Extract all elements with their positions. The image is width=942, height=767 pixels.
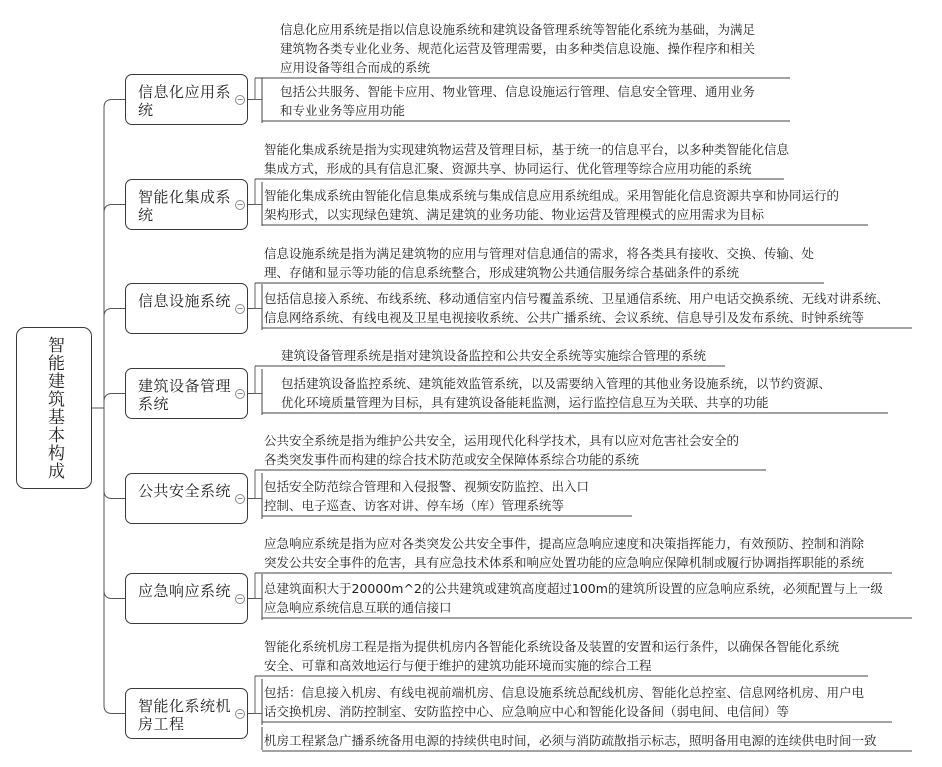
branch-connector (104, 100, 125, 108)
detail-text-line: 应急响应系统信息互联的通信接口 (264, 600, 452, 615)
category-node[interactable] (125, 473, 248, 524)
detail-text-line: 智能化系统机房工程是指为提供机房内各智能化系统设备及装置的安置和运行条件，以确保各智能化系统 (264, 639, 840, 654)
detail-node[interactable] (264, 431, 739, 469)
category-node[interactable] (125, 283, 248, 334)
collapse-toggle-icon[interactable]: − (236, 303, 244, 313)
detail-node[interactable] (264, 534, 864, 572)
category-node[interactable] (125, 74, 248, 125)
branch-connector (104, 706, 125, 714)
bracket-line (255, 366, 262, 394)
detail-text-line: 安全、可靠和高效地运行与便于维护的建筑功能环境而实施的综合工程 (264, 658, 652, 673)
detail-text-line: 包括安全防范综合管理和入侵报警、视频安防监控、出入口 (264, 479, 590, 494)
detail-text-line: 理、存储和显示等功能的信息系统整合，形成建筑物公共通信服务综合基础条件的系统 (264, 265, 740, 280)
detail-text-line: 机房工程紧急广播系统备用电源的持续供电时间，必须与消防疏散指示标志，照明备用电源的连续供电时间一致 (264, 733, 877, 748)
bracket-line (255, 676, 262, 714)
detail-text-line: 建筑设备管理系统是指对建筑设备监控和公共安全系统等实施综合管理的系统 (281, 348, 707, 363)
branch-connector (104, 205, 125, 213)
detail-node[interactable] (264, 477, 589, 515)
detail-node[interactable] (264, 731, 877, 750)
detail-text-line: 总建筑面积大于20000m^2的公共建筑或建筑高度超过100m的建筑所设置的应急响应系统，必须配置与上一级 (264, 581, 883, 596)
branch-connector (104, 591, 125, 599)
bracket-line (255, 573, 262, 599)
detail-text-line: 各类突发事件而构建的综合技术防范或安全保障体系综合功能的系统 (264, 452, 640, 467)
category-node[interactable] (125, 368, 248, 419)
branch-connector (104, 309, 125, 317)
bracket-line (255, 283, 262, 309)
detail-text-line: 应急响应系统是指为应对各类突发公共安全事件，提高应急响应速度和决策指挥能力，有效预防、控制和消除 (264, 536, 865, 551)
category-label: 建筑设备管理系统 (138, 377, 232, 413)
detail-node[interactable] (264, 637, 839, 675)
branch-connector (104, 491, 125, 499)
detail-text-line: 包括信息接入系统、布线系统、移动通信室内信号覆盖系统、卫星通信系统、用户电话交换系统、无线对讲系统、 (264, 291, 890, 306)
detail-node[interactable] (264, 140, 789, 178)
detail-text-line: 信息化应用系统是指以信息设施系统和建筑设备管理系统等智能化系统为基础，为满足 (280, 22, 756, 37)
collapse-toggle-icon[interactable]: − (236, 94, 244, 104)
category-label: 信息设施系统 (138, 292, 232, 310)
detail-node[interactable] (264, 683, 864, 721)
collapse-toggle-icon[interactable]: − (236, 593, 244, 603)
detail-text-line: 信息设施系统是指为满足建筑物的应用与管理对信息通信的需求，将各类具有接收、交换、传输、处 (264, 246, 815, 261)
root-title: 智能建筑基本构成 (44, 336, 64, 480)
root-node[interactable] (16, 327, 92, 489)
bracket-line (255, 470, 262, 499)
category-label: 智能化系统机房工程 (138, 697, 232, 733)
detail-text-line: 应用设备等组合而成的系统 (280, 60, 431, 75)
detail-node[interactable] (281, 346, 706, 365)
detail-node[interactable] (280, 20, 755, 77)
collapse-toggle-icon[interactable]: − (236, 493, 244, 503)
detail-text-line: 优化环境质量管理为目标，具有建筑设备能耗监测，运行监控信息互为关联、共享的功能 (281, 395, 769, 410)
collapse-toggle-icon[interactable]: − (236, 708, 244, 718)
detail-text-line: 包括公共服务、智能卡应用、物业管理、信息设施运行管理、信息安全管理、通用业务 (280, 84, 756, 99)
detail-node[interactable] (264, 289, 889, 327)
detail-node[interactable] (264, 579, 883, 617)
category-label: 智能化集成系统 (138, 188, 232, 224)
detail-text-line: 智能化集成系统是指为实现建筑物运营及管理目标，基于统一的信息平台，以多种类智能化信息 (264, 142, 790, 157)
category-node[interactable] (125, 573, 248, 624)
detail-text-line: 公共安全系统是指为维护公共安全，运用现代化科学技术，具有以应对危害社会安全的 (264, 433, 740, 448)
detail-text-line: 话交换机房、消防控制室、安防监控中心、应急响应中心和智能化设备间（弱电间、电信间）等 (264, 704, 790, 719)
detail-text-line: 智能化集成系统由智能化信息集成系统与集成信息应用系统组成。采用智能化信息资源共享和协同运行的 (264, 188, 840, 203)
category-label: 信息化应用系统 (138, 83, 232, 119)
detail-node[interactable] (264, 186, 839, 224)
detail-text-line: 建筑物各类专业化业务、规范化运营及管理需要，由多种类信息设施、操作程序和相关 (280, 41, 756, 56)
detail-node[interactable] (264, 244, 814, 282)
detail-node[interactable] (280, 82, 755, 120)
category-label: 公共安全系统 (138, 482, 232, 500)
branch-connector (104, 394, 125, 402)
bracket-line (255, 78, 262, 100)
detail-text-line: 集成方式，形成的具有信息汇聚、资源共享、协同运行、优化管理等综合应用功能的系统 (264, 161, 752, 176)
bracket-line (255, 179, 262, 205)
detail-text-line: 和专业业务等应用功能 (280, 103, 406, 118)
category-node[interactable] (125, 179, 248, 230)
collapse-toggle-icon[interactable]: − (236, 388, 244, 398)
category-node[interactable] (125, 688, 248, 739)
detail-text-line: 包括建筑设备监控系统、建筑能效监管系统，以及需要纳入管理的其他业务设施系统，以节约资源、 (281, 376, 832, 391)
collapse-toggle-icon[interactable]: − (236, 199, 244, 209)
detail-text-line: 包括：信息接入机房、有线电视前端机房、信息设施系统总配线机房、智能化总控室、信息网络机房、用户电 (264, 685, 865, 700)
detail-text-line: 控制、电子巡查、访客对讲、停车场（库）管理系统等 (264, 498, 565, 513)
category-label: 应急响应系统 (138, 582, 232, 600)
detail-text-line: 突发公共安全事件的危害，具有应急技术体系和响应处置功能的应急响应保障机制或履行协调指挥职能的系统 (264, 555, 865, 570)
detail-text-line: 架构形式，以实现绿色建筑、满足建筑的业务功能、物业运营及管理模式的应用需求为目标 (264, 207, 765, 222)
detail-node[interactable] (281, 374, 831, 412)
detail-text-line: 信息网络系统、有线电视及卫星电视接收系统、公共广播系统、会议系统、信息导引及发布系统、时钟系统等 (264, 310, 865, 325)
